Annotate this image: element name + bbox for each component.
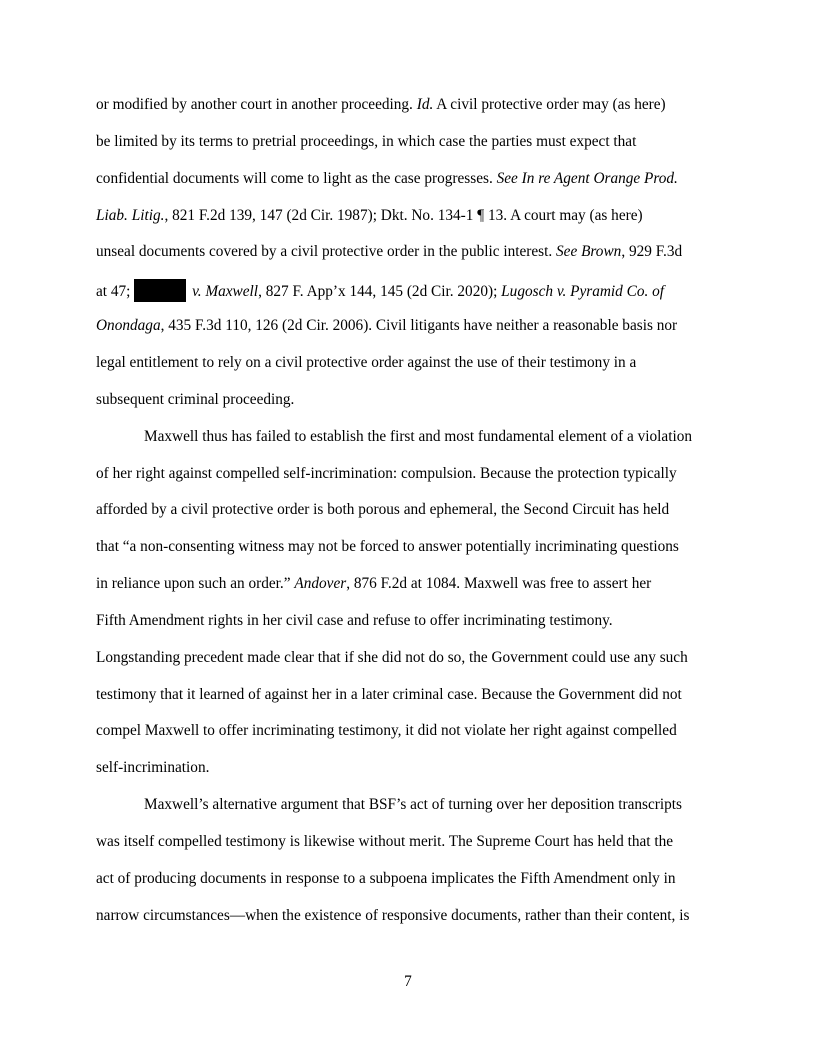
text-line xyxy=(96,869,675,889)
citation-italic: Id. xyxy=(416,96,434,113)
text-line xyxy=(144,795,682,815)
citation-italic: See Brown xyxy=(556,243,622,261)
citation-italic: Liab. Litig. xyxy=(96,206,165,224)
text-run: , 435 F.3d 110, 126 (2d Cir. 2006). Civil litigants have neither a reasonable basis nor xyxy=(160,317,678,335)
text-run: at 47; xyxy=(96,283,135,301)
text-run: of her right against compelled self-incrimination: compulsion. Because the protection typically xyxy=(96,464,677,482)
text-line xyxy=(96,611,613,631)
text-run: , 821 F.2d 139, 147 (2d Cir. 1987); Dkt. No. 134-1 ¶ 13. A court may (as here) xyxy=(164,206,643,224)
page-number: 7 xyxy=(404,973,412,990)
text-run: subsequent criminal proceeding. xyxy=(96,390,295,408)
text-run: , 876 F.2d at 1084. Maxwell was free to assert her xyxy=(346,575,652,593)
text-run: narrow circumstances—when the existence of responsive documents, rather than their content, is xyxy=(96,906,690,924)
text-run: or modified by another court in another proceeding. xyxy=(96,96,417,113)
text-run: confidential documents will come to light as the case progresses. xyxy=(96,169,497,187)
text-line xyxy=(96,242,682,262)
citation-italic: Andover xyxy=(294,575,347,593)
text-line xyxy=(96,206,643,226)
text-line xyxy=(96,500,669,520)
text-line xyxy=(96,832,673,852)
citation-italic: See In re Agent Orange Prod. xyxy=(496,169,678,187)
citation-italic: Onondaga xyxy=(96,317,161,335)
text-run: Maxwell thus has failed to establish the first and most fundamental element of a violation xyxy=(144,427,693,445)
text-line xyxy=(96,390,294,410)
text-line xyxy=(96,648,688,668)
text-run: compel Maxwell to offer incriminating testimony, it did not violate her right against compelled xyxy=(96,722,677,740)
redaction-block xyxy=(134,279,186,302)
text-line xyxy=(96,721,677,741)
text-line xyxy=(96,169,678,189)
text-run: testimony that it learned of against her in a later criminal case. Because the Government did not xyxy=(96,685,682,703)
text-line xyxy=(96,464,677,484)
text-run: legal entitlement to rely on a civil protective order against the use of their testimony in a xyxy=(96,353,637,371)
citation-italic: v. Maxwell xyxy=(192,283,259,301)
text-run: Fifth Amendment rights in her civil case and refuse to offer incriminating testimony. xyxy=(96,611,613,629)
text-run: self-incrimination. xyxy=(96,759,210,777)
text-run: Maxwell’s alternative argument that BSF’s act of turning over her deposition transcripts xyxy=(144,796,682,814)
text-line xyxy=(144,427,692,447)
text-run: Longstanding precedent made clear that if she did not do so, the Government could use any such xyxy=(96,648,688,666)
text-line xyxy=(96,537,679,557)
text-line xyxy=(96,95,666,115)
text-line xyxy=(96,132,636,152)
text-line xyxy=(96,574,651,594)
text-run: afforded by a civil protective order is both porous and ephemeral, the Second Circuit has held xyxy=(96,501,670,519)
text-line xyxy=(96,353,636,373)
text-run: be limited by its terms to pretrial proceedings, in which case the parties must expect that xyxy=(96,132,637,150)
text-line xyxy=(96,758,209,778)
text-run: in reliance upon such an order.” xyxy=(96,575,295,593)
text-run: A civil protective order may (as here) xyxy=(433,96,666,113)
text-run: , 827 F. App’x 144, 145 (2d Cir. 2020); xyxy=(258,283,502,301)
citation-italic: Lugosch v. Pyramid Co. of xyxy=(501,283,665,301)
text-run: act of producing documents in response to a subpoena implicates the Fifth Amendment only in xyxy=(96,869,676,887)
text-run: was itself compelled testimony is likewise without merit. The Supreme Court has held that the xyxy=(96,833,674,850)
text-line xyxy=(96,279,664,302)
text-run: that “a non-consenting witness may not be forced to answer potentially incriminating questions xyxy=(96,538,679,556)
text-line xyxy=(96,906,689,926)
text-line xyxy=(96,316,677,336)
text-run: unseal documents covered by a civil protective order in the public interest. xyxy=(96,243,557,261)
text-run: , 929 F.3d xyxy=(621,243,683,261)
text-line xyxy=(96,685,682,705)
